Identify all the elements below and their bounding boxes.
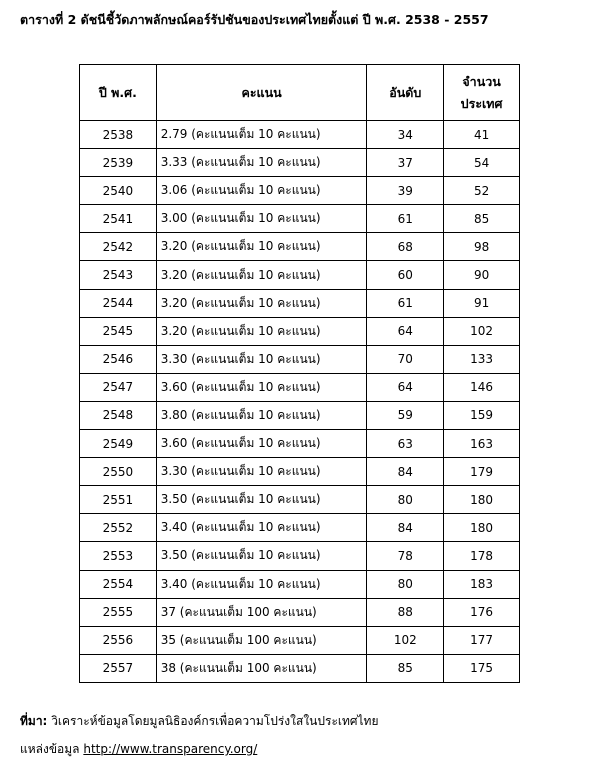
cell-rank: 84 xyxy=(367,458,444,486)
cell-year: 2556 xyxy=(80,626,157,654)
table-row xyxy=(80,401,520,429)
cell-year: 2542 xyxy=(80,233,157,261)
cell-countries: 52 xyxy=(444,177,520,205)
table-row xyxy=(80,345,520,373)
cell-rank: 78 xyxy=(367,542,444,570)
cell-score: 3.20 (คะแนนเต็ม 10 คะแนน) xyxy=(156,317,367,345)
table-row xyxy=(80,626,520,654)
cell-year: 2539 xyxy=(80,149,157,177)
cell-score: 3.06 (คะแนนเต็ม 10 คะแนน) xyxy=(156,177,367,205)
table-row xyxy=(80,654,520,682)
table-row xyxy=(80,542,520,570)
cell-countries: 180 xyxy=(444,486,520,514)
table-row xyxy=(80,289,520,317)
cell-rank: 102 xyxy=(367,626,444,654)
header-countries xyxy=(444,65,520,121)
cell-year: 2550 xyxy=(80,458,157,486)
table-row xyxy=(80,430,520,458)
header-countries-line1: จำนวน xyxy=(462,73,501,89)
cell-score: 3.30 (คะแนนเต็ม 10 คะแนน) xyxy=(156,345,367,373)
data-source-note xyxy=(20,740,257,759)
source-text: วิเคราะห์ข้อมูลโดยมูลนิธิองค์กรเพื่อความโปร่งใสในประเทศไทย xyxy=(51,714,379,728)
cell-countries: 102 xyxy=(444,317,520,345)
cell-rank: 61 xyxy=(367,289,444,317)
table-row xyxy=(80,373,520,401)
cell-rank: 39 xyxy=(367,177,444,205)
cell-year: 2546 xyxy=(80,345,157,373)
table-row xyxy=(80,570,520,598)
cell-countries: 85 xyxy=(444,205,520,233)
table-row xyxy=(80,486,520,514)
cell-score: 38 (คะแนนเต็ม 100 คะแนน) xyxy=(156,654,367,682)
cell-countries: 91 xyxy=(444,289,520,317)
table-row xyxy=(80,261,520,289)
cell-score: 3.20 (คะแนนเต็ม 10 คะแนน) xyxy=(156,289,367,317)
cell-rank: 84 xyxy=(367,514,444,542)
table-row xyxy=(80,598,520,626)
cell-rank: 61 xyxy=(367,205,444,233)
cell-countries: 98 xyxy=(444,233,520,261)
cell-countries: 179 xyxy=(444,458,520,486)
cell-countries: 133 xyxy=(444,345,520,373)
table-row xyxy=(80,514,520,542)
cell-score: 3.40 (คะแนนเต็ม 10 คะแนน) xyxy=(156,570,367,598)
cell-rank: 59 xyxy=(367,401,444,429)
cell-countries: 176 xyxy=(444,598,520,626)
cell-score: 3.20 (คะแนนเต็ม 10 คะแนน) xyxy=(156,233,367,261)
cell-year: 2549 xyxy=(80,430,157,458)
cell-countries: 177 xyxy=(444,626,520,654)
table-caption: ตารางที่ 2 ดัชนีชี้วัดภาพลักษณ์คอร์รัปชันของประเทศไทยตั้งแต่ ปี พ.ศ. 2538 - 2557 xyxy=(20,12,489,27)
table-row xyxy=(80,458,520,486)
cell-year: 2541 xyxy=(80,205,157,233)
cell-year: 2538 xyxy=(80,121,157,149)
cell-score: 3.30 (คะแนนเต็ม 10 คะแนน) xyxy=(156,458,367,486)
cell-rank: 60 xyxy=(367,261,444,289)
header-score: คะแนน xyxy=(156,65,367,121)
header-year: ปี พ.ศ. xyxy=(80,65,157,121)
cell-countries: 90 xyxy=(444,261,520,289)
table-row xyxy=(80,177,520,205)
source-note xyxy=(20,712,379,731)
cell-score: 3.20 (คะแนนเต็ม 10 คะแนน) xyxy=(156,261,367,289)
table-row xyxy=(80,233,520,261)
table-row xyxy=(80,205,520,233)
cell-rank: 64 xyxy=(367,373,444,401)
cell-year: 2544 xyxy=(80,289,157,317)
cell-year: 2555 xyxy=(80,598,157,626)
cell-score: 3.33 (คะแนนเต็ม 10 คะแนน) xyxy=(156,149,367,177)
header-rank: อันดับ xyxy=(367,65,444,121)
cpi-table xyxy=(79,64,520,683)
cell-rank: 85 xyxy=(367,654,444,682)
cell-score: 3.50 (คะแนนเต็ม 10 คะแนน) xyxy=(156,542,367,570)
cell-countries: 163 xyxy=(444,430,520,458)
cell-countries: 178 xyxy=(444,542,520,570)
cell-rank: 34 xyxy=(367,121,444,149)
cell-rank: 64 xyxy=(367,317,444,345)
cell-score: 35 (คะแนนเต็ม 100 คะแนน) xyxy=(156,626,367,654)
cell-rank: 70 xyxy=(367,345,444,373)
table-row xyxy=(80,121,520,149)
cell-year: 2547 xyxy=(80,373,157,401)
cell-countries: 41 xyxy=(444,121,520,149)
table-row xyxy=(80,149,520,177)
cell-countries: 180 xyxy=(444,514,520,542)
cell-countries: 146 xyxy=(444,373,520,401)
cell-countries: 159 xyxy=(444,401,520,429)
cell-year: 2545 xyxy=(80,317,157,345)
cell-countries: 54 xyxy=(444,149,520,177)
cell-rank: 88 xyxy=(367,598,444,626)
cell-year: 2554 xyxy=(80,570,157,598)
cell-year: 2543 xyxy=(80,261,157,289)
cell-year: 2553 xyxy=(80,542,157,570)
cell-score: 37 (คะแนนเต็ม 100 คะแนน) xyxy=(156,598,367,626)
cell-year: 2551 xyxy=(80,486,157,514)
data-source-link[interactable]: http://www.transparency.org/ xyxy=(83,742,258,756)
cell-score: 3.40 (คะแนนเต็ม 10 คะแนน) xyxy=(156,514,367,542)
cell-rank: 63 xyxy=(367,430,444,458)
header-row xyxy=(80,65,520,121)
source-label: ที่มา: xyxy=(20,714,48,728)
cell-year: 2548 xyxy=(80,401,157,429)
cell-year: 2557 xyxy=(80,654,157,682)
cell-score: 3.80 (คะแนนเต็ม 10 คะแนน) xyxy=(156,401,367,429)
cell-year: 2552 xyxy=(80,514,157,542)
cell-score: 3.50 (คะแนนเต็ม 10 คะแนน) xyxy=(156,486,367,514)
cell-rank: 37 xyxy=(367,149,444,177)
data-source-label: แหล่งข้อมูล xyxy=(20,742,80,756)
cell-countries: 183 xyxy=(444,570,520,598)
cell-year: 2540 xyxy=(80,177,157,205)
cell-countries: 175 xyxy=(444,654,520,682)
cell-score: 3.60 (คะแนนเต็ม 10 คะแนน) xyxy=(156,373,367,401)
cell-score: 2.79 (คะแนนเต็ม 10 คะแนน) xyxy=(156,121,367,149)
cell-score: 3.00 (คะแนนเต็ม 10 คะแนน) xyxy=(156,205,367,233)
header-countries-line2: ประเทศ xyxy=(460,95,503,111)
cell-score: 3.60 (คะแนนเต็ม 10 คะแนน) xyxy=(156,430,367,458)
cell-rank: 80 xyxy=(367,570,444,598)
cell-rank: 68 xyxy=(367,233,444,261)
cell-rank: 80 xyxy=(367,486,444,514)
table-row xyxy=(80,317,520,345)
